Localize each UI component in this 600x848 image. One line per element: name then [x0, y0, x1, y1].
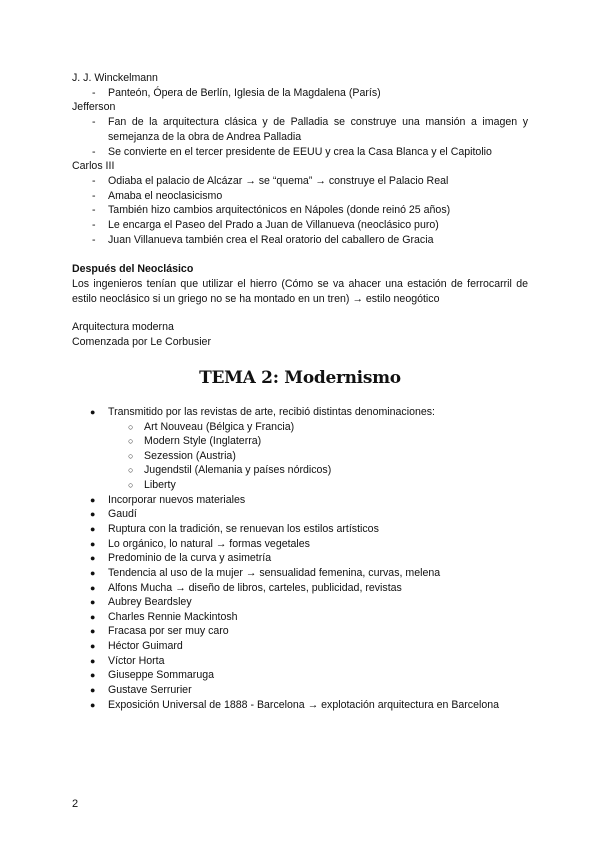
list-item: Tendencia al uso de la mujer → sensualidad femenina, curvas, melena [108, 567, 441, 579]
list-item: Charles Rennie Mackintosh [108, 611, 238, 623]
list-item: Héctor Guimard [108, 640, 183, 652]
bullet-icon: ● [90, 509, 96, 519]
heading-winckelmann: J. J. Winckelmann [72, 72, 158, 84]
bullet-icon: ● [90, 583, 96, 593]
list-item: Fracasa por ser muy caro [108, 625, 229, 637]
circle-bullet-icon: ○ [128, 465, 134, 475]
list-item: Aubrey Beardsley [108, 596, 192, 608]
list-item: Exposición Universal de 1888 - Barcelona → explotación arquitectura en Barcelona [108, 699, 500, 711]
bullet-icon: ● [90, 568, 96, 578]
list-item: También hizo cambios arquitectónicos en Nápoles (donde reinó 25 años) [108, 204, 451, 216]
dash-marker: - [92, 146, 96, 158]
list-item: Se convierte en el tercer presidente de EEUU y crea la Casa Blanca y el Capitolio [108, 146, 492, 158]
heading-carlos-iii: Carlos III [72, 160, 115, 172]
circle-bullet-icon: ○ [128, 451, 134, 461]
bullet-icon: ● [90, 495, 96, 505]
sub-list-item: Art Nouveau (Bélgica y Francia) [144, 421, 295, 433]
heading-despues-neoclasico: Después del Neoclásico [72, 263, 194, 275]
dash-marker: - [92, 190, 96, 202]
list-item: Odiaba el palacio de Alcázar → se “quema” → construye el Palacio Real [108, 175, 449, 187]
list-item: Gustave Serrurier [108, 684, 192, 696]
circle-bullet-icon: ○ [128, 480, 134, 490]
circle-bullet-icon: ○ [128, 436, 134, 446]
list-item: Transmitido por las revistas de arte, recibió distintas denominaciones: [108, 406, 435, 418]
circle-bullet-icon: ○ [128, 422, 134, 432]
bullet-icon: ● [90, 524, 96, 534]
list-item: Predominio de la curva y asimetría [108, 552, 272, 564]
list-item: Panteón, Ópera de Berlín, Iglesia de la Magdalena (París) [108, 87, 381, 99]
heading-jefferson: Jefferson [72, 101, 116, 113]
line-le-corbusier: Comenzada por Le Corbusier [72, 336, 211, 348]
list-item: Ruptura con la tradición, se renuevan los estilos artísticos [108, 523, 379, 535]
dash-marker: - [92, 175, 96, 187]
list-item: Gaudí [108, 508, 137, 520]
bullet-icon: ● [90, 626, 96, 636]
bullet-icon: ● [90, 407, 96, 417]
sub-list-item: Modern Style (Inglaterra) [144, 435, 262, 447]
list-item: Juan Villanueva también crea el Real oratorio del caballero de Gracia [108, 234, 434, 246]
bullet-icon: ● [90, 553, 96, 563]
paragraph-despues: Los ingenieros tenían que utilizar el hierro (Cómo se va ahacer una estación de ferrocarril de estilo neoclásico si un griego no se ha montado en un tren) → estilo neogótico [72, 278, 528, 305]
bullet-icon: ● [90, 656, 96, 666]
bullet-icon: ● [90, 539, 96, 549]
dash-marker: - [92, 219, 96, 231]
list-item: Incorporar nuevos materiales [108, 494, 246, 506]
bullet-icon: ● [90, 641, 96, 651]
dash-marker: - [92, 204, 96, 216]
dash-marker: - [92, 234, 96, 246]
list-item: Lo orgánico, lo natural → formas vegetales [108, 538, 310, 550]
section-title-tema-2: TEMA 2: Modernismo [199, 368, 401, 388]
list-item: Alfons Mucha → diseño de libros, carteles, publicidad, revistas [108, 582, 402, 594]
list-item: Víctor Horta [108, 655, 165, 667]
sub-list-item: Sezession (Austria) [144, 450, 236, 462]
list-item: Fan de la arquitectura clásica y de Palladia se construye una mansión a imagen y semejanza de la obra de Andrea Palladia [108, 116, 528, 143]
bullet-icon: ● [90, 700, 96, 710]
dash-marker: - [92, 87, 96, 99]
dash-marker: - [92, 116, 96, 128]
list-item: Amaba el neoclasicismo [108, 190, 223, 202]
bullet-icon: ● [90, 670, 96, 680]
bullet-icon: ● [90, 685, 96, 695]
line-arquitectura-moderna: Arquitectura moderna [72, 321, 174, 333]
sub-list-item: Jugendstil (Alemania y países nórdicos) [144, 464, 332, 476]
list-item: Le encarga el Paseo del Prado a Juan de Villanueva (neoclásico puro) [108, 219, 439, 231]
sub-list-item: Liberty [144, 479, 176, 491]
bullet-icon: ● [90, 612, 96, 622]
bullet-icon: ● [90, 597, 96, 607]
list-item: Giuseppe Sommaruga [108, 669, 214, 681]
page-number: 2 [72, 798, 79, 810]
